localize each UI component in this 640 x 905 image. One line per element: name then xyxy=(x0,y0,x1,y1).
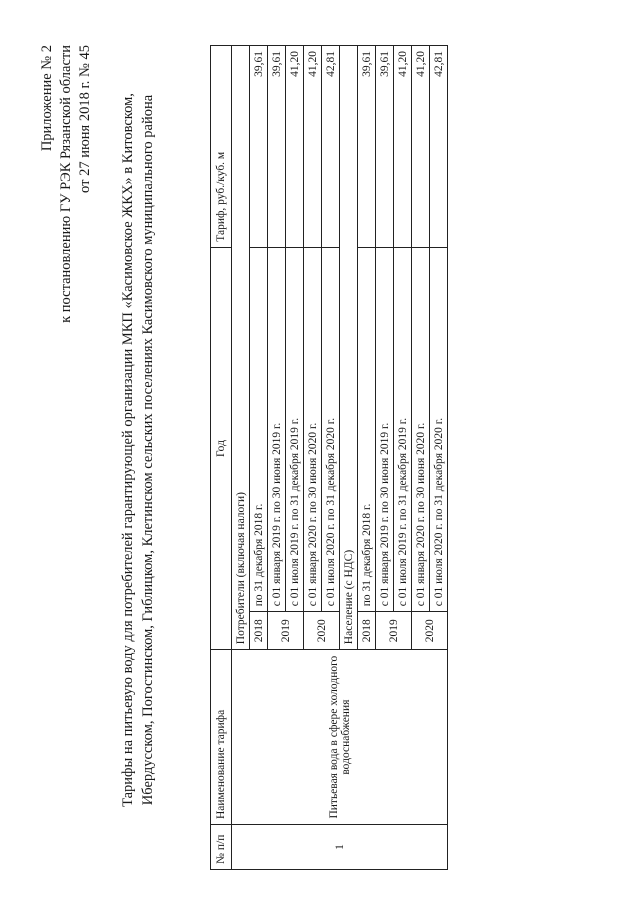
row-number: 1 xyxy=(232,825,448,870)
tariff-value-cell: 41,20 xyxy=(286,46,304,248)
tariff-value-cell: 41,20 xyxy=(304,46,322,248)
year-cell: 2020 xyxy=(304,612,340,650)
period-cell: по 31 декабря 2018 г. xyxy=(358,247,376,611)
period-cell: с 01 января 2020 г. по 30 июня 2020 г. xyxy=(304,247,322,611)
title-line-2: Ибердусском, Погостинском, Гиблицком, Клетинском сельских поселениях Касимовского муниципального района xyxy=(140,94,156,806)
resolution-reference: к постановлению ГУ РЭК Рязанской области xyxy=(58,45,74,323)
period-cell: с 01 января 2019 г. по 30 июня 2019 г. xyxy=(376,247,394,611)
tariff-value-cell: 39,61 xyxy=(358,46,376,248)
tariff-value-cell: 39,61 xyxy=(268,46,286,248)
tariff-value-cell: 39,61 xyxy=(250,46,268,248)
year-cell: 2019 xyxy=(376,612,412,650)
year-cell: 2020 xyxy=(412,612,448,650)
section-row xyxy=(232,46,250,870)
tariff-table xyxy=(210,45,448,870)
year-cell: 2019 xyxy=(268,612,304,650)
tariff-value-cell: 42,81 xyxy=(430,46,448,248)
header-tariff-name: Наименование тарифа xyxy=(211,650,232,825)
table-header-row xyxy=(211,46,232,870)
section-title: Население (с НДС) xyxy=(340,46,358,650)
appendix-number: Приложение № 2 xyxy=(39,45,55,152)
table-body xyxy=(232,46,448,870)
tariff-name: Питьевая вода в сфере холодного водоснабжения xyxy=(232,650,448,825)
year-cell: 2018 xyxy=(250,612,268,650)
period-cell: с 01 июля 2020 г. по 31 декабря 2020 г. xyxy=(322,247,340,611)
header-number: № п/п xyxy=(211,825,232,870)
period-cell: с 01 января 2020 г. по 30 июня 2020 г. xyxy=(412,247,430,611)
resolution-date: от 27 июня 2018 г. № 45 xyxy=(77,45,93,193)
title-line-1: Тарифы на питьевую воду для потребителей гарантирующей организации МКП «Касимовское ЖКХ» в Китовском, xyxy=(120,93,136,807)
period-cell: с 01 июля 2019 г. по 31 декабря 2019 г. xyxy=(286,247,304,611)
period-cell: с 01 июля 2020 г. по 31 декабря 2020 г. xyxy=(430,247,448,611)
header-tariff-value: Тариф, руб./куб. м xyxy=(211,46,232,248)
tariff-value-cell: 41,20 xyxy=(394,46,412,248)
appendix-header xyxy=(38,45,95,323)
section-title: Потребители (включая налоги) xyxy=(232,46,250,650)
header-year: Год xyxy=(211,247,232,649)
period-cell: с 01 января 2019 г. по 30 июня 2019 г. xyxy=(268,247,286,611)
period-cell: по 31 декабря 2018 г. xyxy=(250,247,268,611)
tariff-value-cell: 41,20 xyxy=(412,46,430,248)
tariff-value-cell: 39,61 xyxy=(376,46,394,248)
period-cell: с 01 июля 2019 г. по 31 декабря 2019 г. xyxy=(394,247,412,611)
tariff-value-cell: 42,81 xyxy=(322,46,340,248)
year-cell: 2018 xyxy=(358,612,376,650)
document-title xyxy=(118,35,158,865)
